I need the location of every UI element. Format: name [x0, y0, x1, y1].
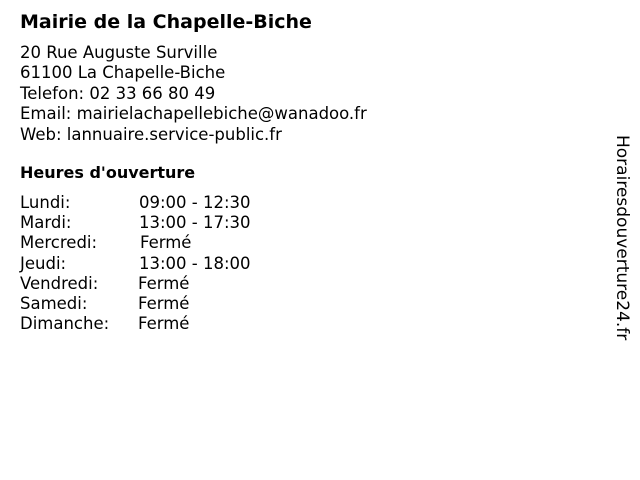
day-label: Mercredi: — [20, 233, 98, 253]
phone-number: Telefon: 02 33 66 80 49 — [20, 83, 216, 103]
time-value: 13:00 - 17:30 — [139, 213, 251, 233]
day-label: Vendredi: — [20, 273, 99, 293]
time-value: 13:00 - 18:00 — [139, 253, 251, 273]
time-value: 09:00 - 12:30 — [139, 193, 251, 212]
time-value: Fermé — [140, 233, 192, 253]
day-label: Mardi: — [20, 213, 72, 233]
website: Web: lannuaire.service-public.fr — [20, 124, 282, 144]
postal-city: 61100 La Chapelle-Biche — [20, 63, 226, 83]
page-title: Mairie de la Chapelle-Biche — [20, 11, 312, 33]
day-label: Dimanche: — [20, 314, 110, 334]
time-value: Fermé — [138, 273, 190, 293]
opening-hours-heading: Heures d'ouverture — [20, 163, 196, 182]
day-label: Samedi: — [20, 293, 88, 313]
time-value: Fermé — [138, 293, 190, 313]
contact-block — [20, 43, 367, 145]
street-address: 20 Rue Auguste Surville — [20, 43, 218, 62]
site-watermark: Horairesdouverture24.fr — [612, 135, 632, 341]
day-label: Jeudi: — [20, 253, 67, 273]
email-address: Email: mairielachapellebiche@wanadoo.fr — [20, 104, 367, 124]
time-value: Fermé — [138, 314, 190, 334]
day-label: Lundi: — [20, 193, 71, 212]
